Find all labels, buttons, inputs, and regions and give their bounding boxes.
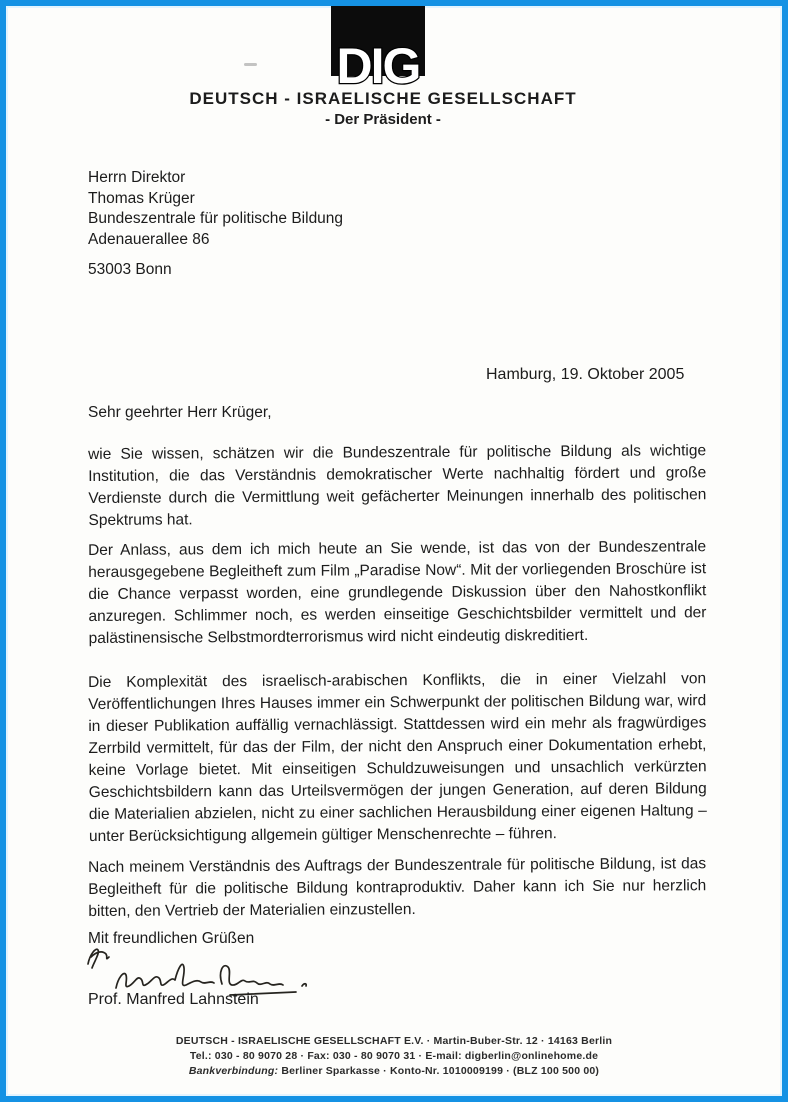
date-line: Hamburg, 19. Oktober 2005 — [486, 366, 685, 383]
letter-footer — [6, 1034, 782, 1079]
postal-city: 53003 Bonn — [88, 261, 172, 278]
recipient-line: Herrn Direktor — [88, 169, 186, 186]
body-paragraph-4: Nach meinem Verständnis des Auftrags der Bundeszentrale für politische Bildung, ist das Begleitheft für die politische Bildung kontraproduktiv. Daher kann ich Sie nur herzlich bitten, den Vertrieb der Materialien einzustellen. — [88, 855, 707, 920]
footer-bank-label: Bankverbindung: — [188, 1065, 279, 1077]
dig-logo-text: DIG — [336, 38, 420, 94]
recipient-line: Bundeszentrale für politische Bildung — [88, 210, 344, 227]
body-paragraph-2: Der Anlass, aus dem ich mich heute an Sie wende, ist das von der Bundeszentrale herausgegebene Begleitheft zum Film „Paradise Now“. Mit der vorliegenden Broschüre ist die Chance verpasst worden, eine grundlegende Diskussion über den Nahostkonflikt anzuregen. Schlimmer noch, es werden einseitige Geschichtsbilder vermittelt und der palästinensische Selbstmordterrorismus wird nicht eindeutig diskreditiert. — [88, 538, 707, 647]
footer-line-3 — [6, 1064, 782, 1079]
body-paragraph-1: wie Sie wissen, schätzen wir die Bundeszentrale für politische Bildung als wichtige Institution, die das Verständnis demokratischer Werte nachhaltig fördert und große Verdienste durch die Vermittlung weit gefächerter Meinungen innerhalb des politischen Spektrums hat. — [88, 442, 707, 529]
org-subtitle: - Der Präsident - — [325, 111, 441, 128]
dig-logo — [331, 6, 425, 94]
recipient-line: Adenauerallee 86 — [88, 230, 210, 248]
salutation: Sehr geehrter Herr Krüger, — [88, 404, 272, 421]
org-name: DEUTSCH - ISRAELISCHE GESELLSCHAFT — [189, 89, 577, 108]
recipient-line: Thomas Krüger — [88, 189, 195, 207]
footer-line-2: Tel.: 030 - 80 9070 28 · Fax: 030 - 80 9070 31 · E-mail: digberlin@onlinehome.de — [189, 1050, 599, 1062]
footer-line-1: DEUTSCH - ISRAELISCHE GESELLSCHAFT E.V. · Martin-Buber-Str. 12 · 14163 Berlin — [175, 1035, 613, 1047]
scan-artifact — [244, 63, 257, 66]
recipient-address — [88, 168, 343, 250]
body-paragraph-3: Die Komplexität des israelisch-arabischen Konflikts, die in einer Vielzahl von Veröffentlichungen Ihres Hauses immer ein Schwerpunkt der politischen Bildung war, wird in dieser Publikation auffällig vernachlässigt. Stattdessen wird ein mehr als fragwürdiges Zerrbild vermittelt, für das der Film, der nicht den Anspruch einer Dokumentation erhebt, keine Vorlage bietet. Mit einseitigen Schuldzuweisungen und unsachlich verkürzten Geschichtsbildern kann das Urteilsvermögen der jungen Generation, auf deren Bildung die Materialien abzielen, nicht zu einer sachlichen Herausbildung einer eigenen Haltung – unter Berücksichtigung allgemein gültiger Menschenrechte – führen. — [88, 670, 707, 845]
closing-phrase: Mit freundlichen Grüßen — [88, 930, 255, 947]
footer-bank-details: Berliner Sparkasse · Konto-Nr. 1010009199 · (BLZ 100 500 00) — [278, 1065, 600, 1077]
signed-name: Prof. Manfred Lahnstein — [88, 991, 259, 1008]
